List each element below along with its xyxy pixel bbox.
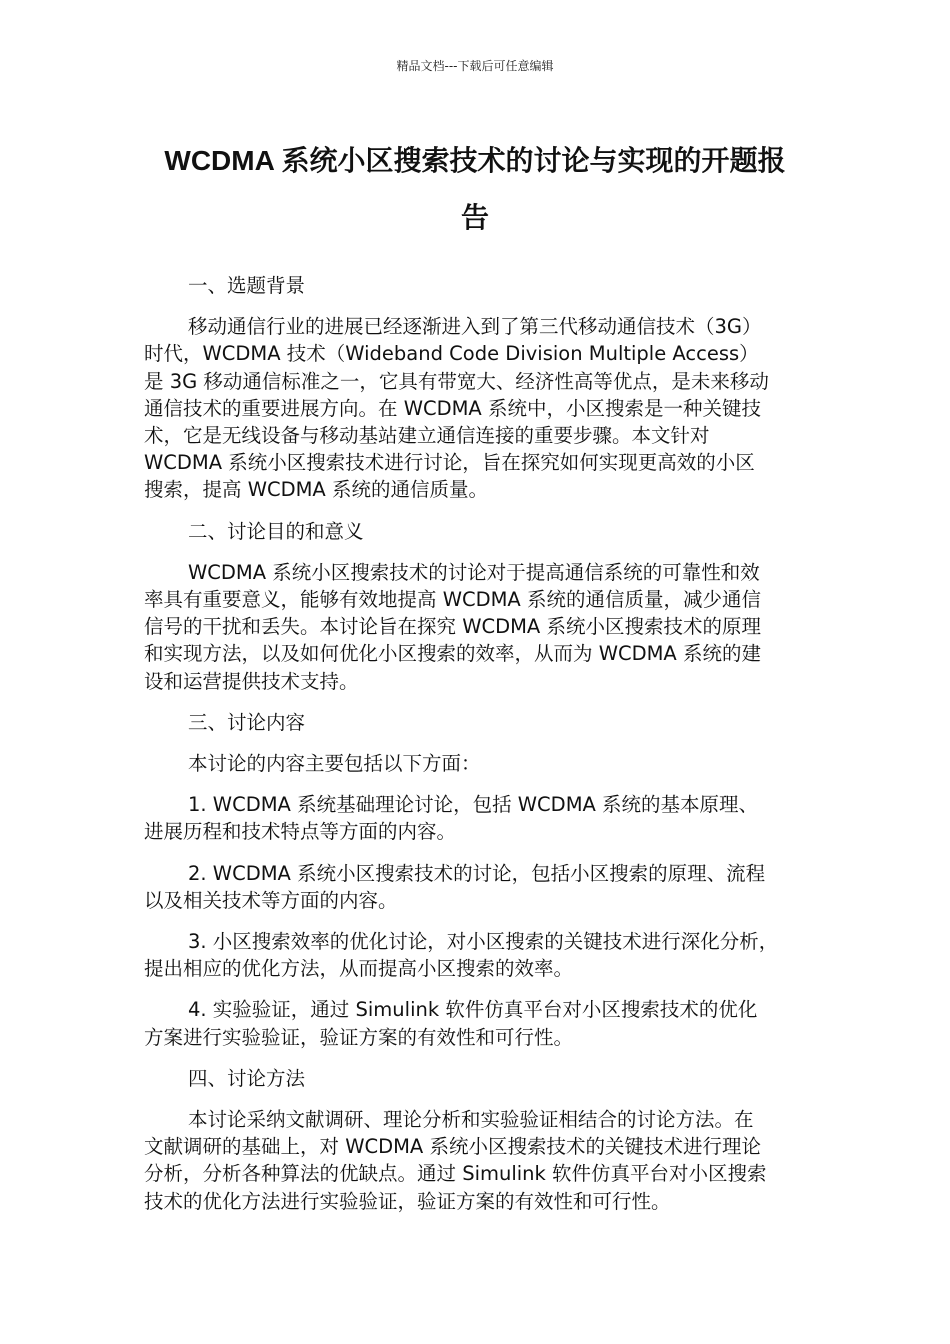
document-body <box>144 272 812 1229</box>
list-item-content-1: 1. WCDMA 系统基础理论讨论，包括 WCDMA 系统的基本原理、 进展历程和技术特点等方面的内容。 <box>144 793 759 844</box>
section-heading-purpose: 二、讨论目的和意义 <box>188 519 364 543</box>
list-item-content-4: 4. 实验验证，通过 Simulink 软件仿真平台对小区搜索技术的优化 方案进行实验验证，验证方案的有效性和可行性。 <box>144 998 758 1049</box>
list-item-content-3: 3. 小区搜索效率的优化讨论，对小区搜索的关键技术进行深化分析， 提出相应的优化方法，从而提高小区搜索的效率。 <box>144 930 779 981</box>
document-title-line-2: 告 <box>460 202 489 233</box>
list-item-content-2: 2. WCDMA 系统小区搜索技术的讨论，包括小区搜索的原理、流程 以及相关技术等方面的内容。 <box>144 861 766 912</box>
page-header-watermark: 精品文档---下载后可任意编辑 <box>396 59 554 73</box>
document-title <box>140 132 810 246</box>
section-heading-background: 一、选题背景 <box>188 274 306 297</box>
section-heading-content: 三、讨论内容 <box>188 710 306 734</box>
paragraph-content-intro: 本讨论的内容主要包括以下方面： <box>188 752 481 776</box>
section-heading-method: 四、讨论方法 <box>188 1066 306 1090</box>
paragraph-method: 本讨论采纳文献调研、理论分析和实验验证相结合的讨论方法。在 文献调研的基础上，对 WCDMA 系统小区搜索技术的关键技术进行理论 分析，分析各种算法的优缺点。通过 Simulink 软件仿真平台对小区搜索 技术的优化方法进行实验验证，验证方案的有效性和可行性。 <box>144 1108 767 1213</box>
paragraph-background: 移动通信行业的进展已经逐渐进入到了第三代移动通信技术（3G） 时代，WCDMA 技术（Wideband Code Division Multiple Access） 是 3G 移动通信标准之一，它具有带宽大、经济性高等优点，是未来移动 通信技术的重要进展方向。在 WCDMA 系统中，小区搜索是一种关键技 术，它是无线设备与移动基站建立通信连接的重要步骤。本文针对 WCDMA 系统小区搜索技术进行讨论，旨在探究如何实现更高效的小区 搜索，提高 WCDMA 系统的通信质量。 <box>144 315 769 502</box>
paragraph-purpose: WCDMA 系统小区搜索技术的讨论对于提高通信系统的可靠性和效 率具有重要意义，能够有效地提高 WCDMA 系统的通信质量，减少通信 信号的干扰和丢失。本讨论旨在探究 WCDMA 系统小区搜索技术的原理 和实现方法，以及如何优化小区搜索的效率，从而为 WCDMA 系统的建 设和运营提供技术支持。 <box>144 560 761 693</box>
document-title-line-1: WCDMA 系统小区搜索技术的讨论与实现的开题报 <box>164 145 786 176</box>
